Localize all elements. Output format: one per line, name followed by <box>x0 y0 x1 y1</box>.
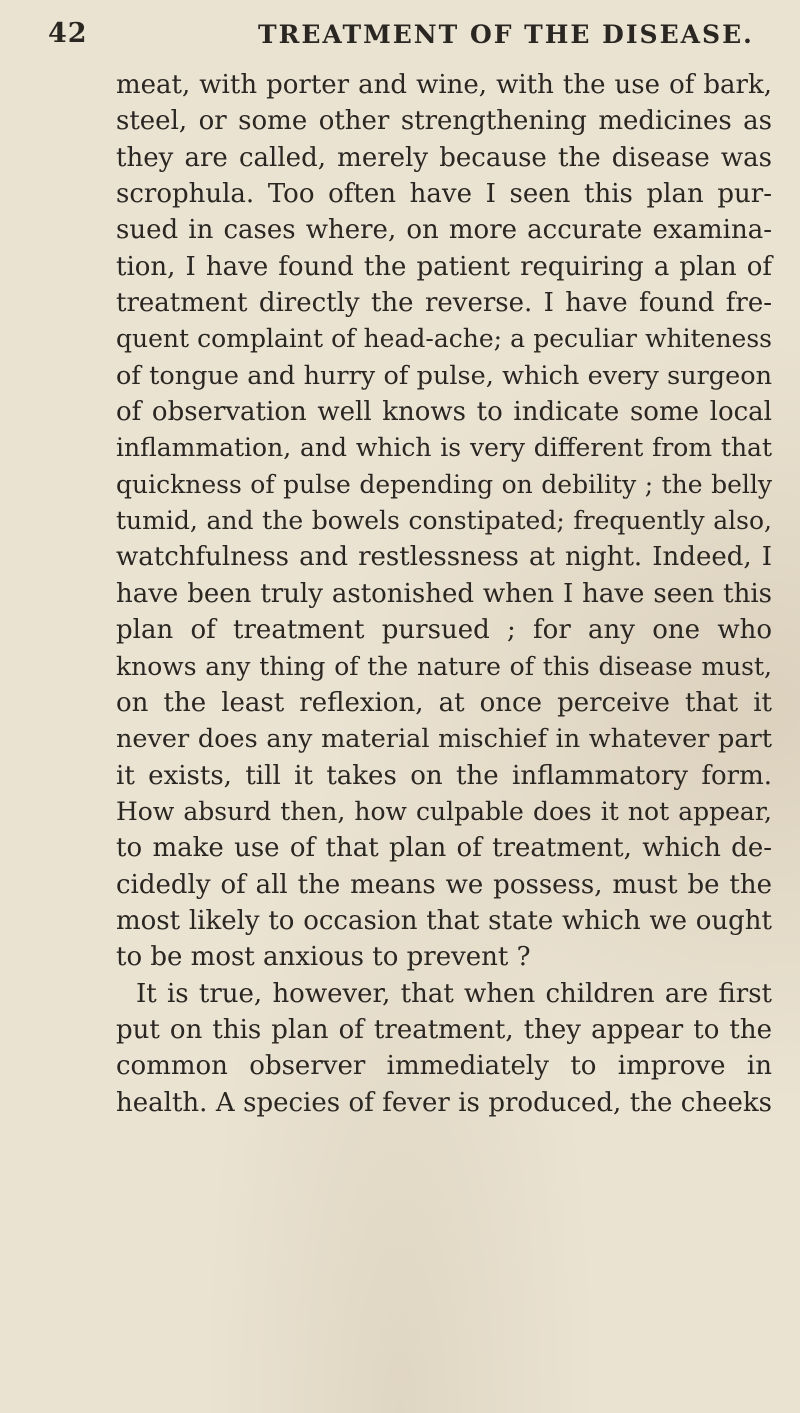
text-line: put on this plan of treatment, they appear to the <box>116 1014 772 1045</box>
body-text <box>116 67 772 1121</box>
text-line: tion, I have found the patient requiring a plan of <box>116 251 772 282</box>
text-line: to make use of that plan of treatment, which de- <box>116 833 772 864</box>
text-line: quent complaint of head-ache; a peculiar whiteness <box>116 324 772 354</box>
text-line: it exists, till it takes on the inflammatory form. <box>116 760 772 791</box>
text-line: have been truly astonished when I have seen this <box>116 578 772 609</box>
text-line: quickness of pulse depending on debility ; the belly <box>116 469 772 499</box>
text-line: steel, or some other strengthening medicines as <box>116 106 772 137</box>
text-line: common observer immediately to improve in <box>116 1051 772 1082</box>
text-line: meat, with porter and wine, with the use of bark, <box>116 70 772 100</box>
text-line: watchfulness and restlessness at night. Indeed, I <box>116 542 772 573</box>
text-line: sued in cases where, on more accurate examina- <box>116 215 772 246</box>
text-line: plan of treatment pursued ; for any one who <box>116 615 772 646</box>
text-line: cidedly of all the means we possess, must be the <box>116 869 772 900</box>
text-line: tumid, and the bowels constipated; frequently also, <box>116 506 772 536</box>
paragraph-start-line: It is true, however, that when children are first <box>136 978 772 1009</box>
text-line: most likely to occasion that state which we ought <box>116 905 772 936</box>
text-line: of observation well knows to indicate some local <box>116 397 772 428</box>
text-line: How absurd then, how culpable does it not appear, <box>116 796 772 826</box>
text-line: scrophula. Too often have I seen this plan pur- <box>116 179 772 210</box>
text-line: never does any material mischief in whatever part <box>116 724 772 755</box>
text-line: knows any thing of the nature of this disease must, <box>116 651 772 681</box>
text-line: inflammation, and which is very different from that <box>116 433 772 463</box>
page-number: 42 <box>48 18 88 49</box>
text-line: they are called, merely because the disease was <box>116 142 772 173</box>
paragraph-end-line: to be most anxious to prevent ? <box>116 942 531 973</box>
text-line: of tongue and hurry of pulse, which every surgeon <box>116 360 772 391</box>
running-head <box>48 18 760 58</box>
text-line: treatment directly the reverse. I have found fre- <box>116 288 772 319</box>
running-title: TREATMENT OF THE DISEASE. <box>258 20 754 49</box>
text-line: health. A species of fever is produced, the cheeks <box>116 1087 772 1118</box>
text-line: on the least reflexion, at once perceive that it <box>116 687 772 718</box>
